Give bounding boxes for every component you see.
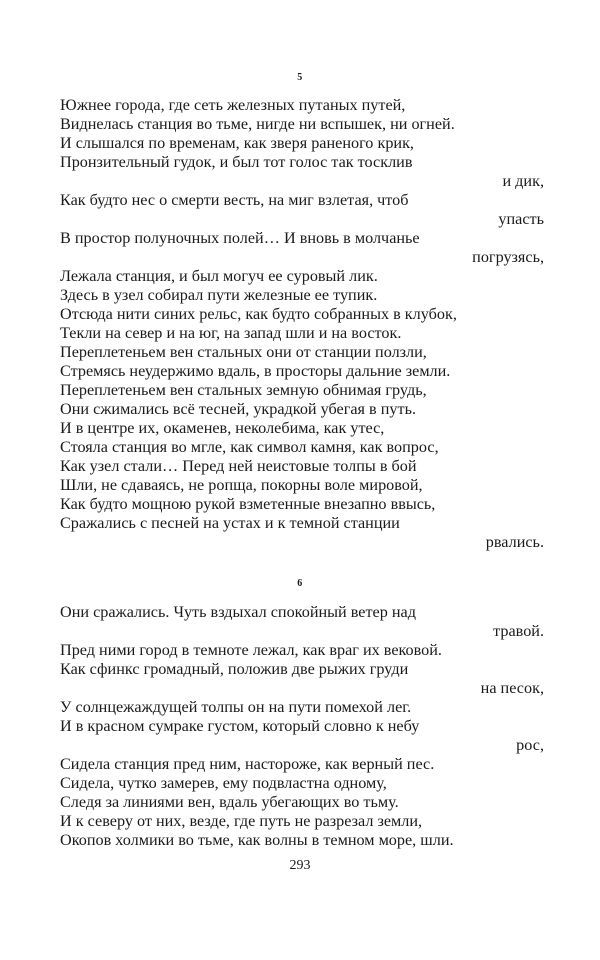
verse-line: Здесь в узел собирал пути железные ее тупик. (60, 286, 378, 304)
verse-line: Сидела станция пред ним, настороже, как верный пес. (60, 755, 435, 773)
section-number-5: 5 (297, 72, 303, 83)
verse-line: Как сфинкс громадный, положив две рыжих груди (60, 660, 409, 678)
verse-line: Как будто мощною рукой взметенные внезапно ввысь, (60, 495, 436, 513)
verse-line: Южнее города, где сеть железных путаных путей, (60, 96, 406, 114)
verse-line: Переплетеньем вен стальных земную обнимая грудь, (60, 381, 427, 399)
verse-line: Стремясь неудержимо вдаль, в просторы дальние земли. (60, 362, 451, 380)
verse-line: на песок, (480, 679, 544, 697)
verse-line: Сидела, чутко замерев, ему подвластна одному, (60, 774, 387, 792)
verse-line: Они сжимались всё тесней, украдкой убегая в путь. (60, 400, 416, 418)
verse-line: Пронзительный гудок, и был тот голос так тосклив (60, 153, 413, 171)
verse-line: И к северу от них, везде, где путь не разрезал земли, (60, 812, 423, 830)
verse-line: Они сражались. Чуть вздыхал спокойный ветер над (60, 603, 416, 621)
verse-line: Следя за линиями вен, вдаль убегающих во тьму. (60, 793, 399, 811)
verse-line: Сражались с песней на устах и к темной станции (60, 514, 400, 532)
verse-line: и дик, (502, 172, 544, 190)
verse-line: рвались. (485, 533, 544, 551)
verse-line: У солнцежаждущей толпы он на пути помехой лег. (60, 698, 412, 716)
verse-line: Как будто нес о смерти весть, на миг взлетая, чтоб (60, 191, 409, 209)
verse-line: Пред ними город в темноте лежал, как враг их вековой. (60, 641, 442, 659)
page-number: 293 (289, 858, 311, 873)
verse-line: Отсюда нити синих рельс, как будто собранных в клубок, (60, 305, 457, 323)
section-number-6: 6 (297, 578, 303, 589)
verse-line: травой. (493, 622, 544, 640)
verse-line: Стояла станция во мгле, как символ камня, как вопрос, (60, 438, 439, 456)
verse-line: И в центре их, окаменев, неколебима, как утес, (60, 419, 385, 437)
verse-line: И слышался по временам, как зверя раненого крик, (60, 134, 414, 152)
verse-line: Текли на север и на юг, на запад шли и на восток. (60, 324, 402, 342)
verse-line: упасть (498, 210, 544, 228)
verse-line: Окопов холмики во тьме, как волны в темном море, шли. (60, 831, 454, 849)
verse-line: Как узел стали… Перед ней неистовые толпы в бой (60, 457, 417, 475)
verse-line: В простор полуночных полей… И вновь в молчанье (60, 229, 420, 247)
verse-line: Лежала станция, и был могуч ее суровый лик. (60, 267, 378, 285)
verse-line: Переплетеньем вен стальных они от станции ползли, (60, 343, 427, 361)
verse-line: Шли, не сдаваясь, не ропща, покорны воле мировой, (60, 476, 423, 494)
verse-line: Виднелась станция во тьме, нигде ни вспышек, ни огней. (60, 115, 455, 133)
verse-line: рос, (516, 736, 544, 754)
verse-line: погрузясь, (472, 248, 544, 266)
verse-line: И в красном сумраке густом, который словно к небу (60, 717, 420, 735)
stanza-5 (60, 96, 544, 552)
stanza-6 (60, 603, 544, 850)
